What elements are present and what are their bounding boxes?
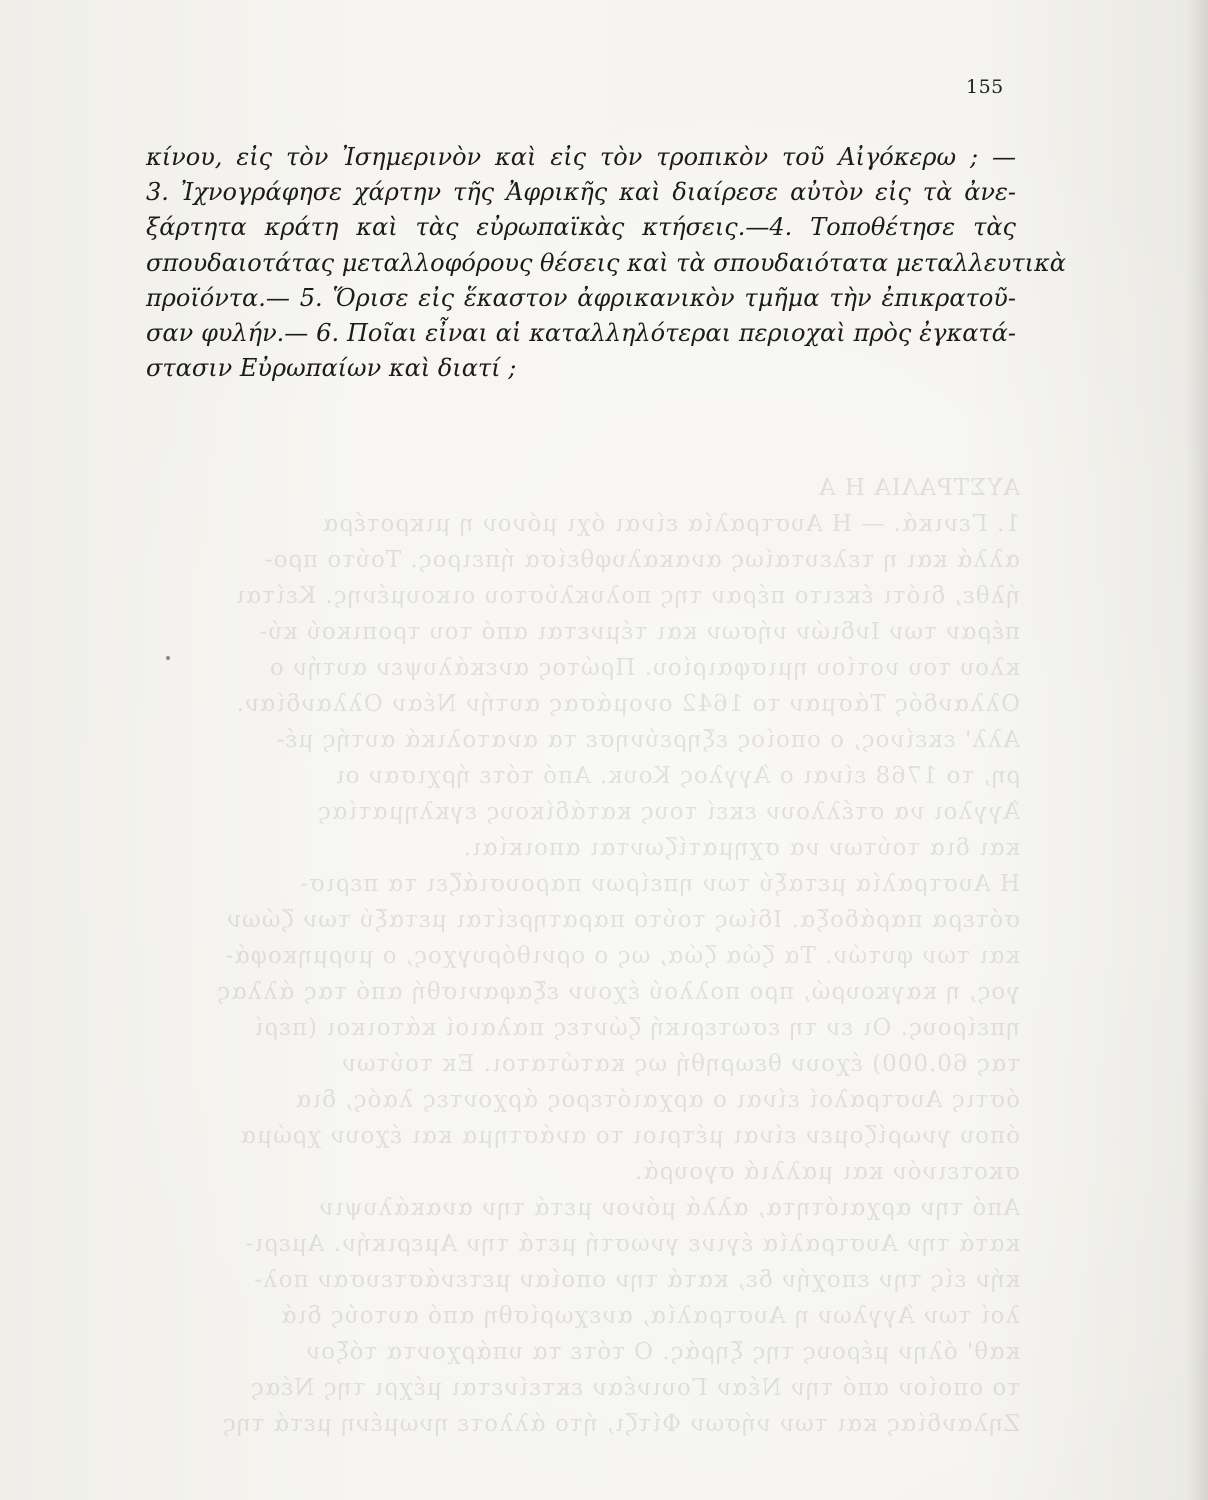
text-line: 3. Ἰχνογράφησε χάρτην τῆς Ἀφρικῆς καὶ διαίρεσε αὐτὸν εἰς τὰ ἀνε-: [146, 178, 1016, 207]
page-number: 155: [966, 76, 1004, 98]
text-line: κίνου, εἰς τὸν Ἰσημερινὸν καὶ εἰς τὸν τροπικὸν τοῦ Αἰγόκερω ; —: [146, 143, 1016, 171]
text-line: σπουδαιοτάτας μεταλλοφόρους θέσεις καὶ τὰ σπουδαιότατα μεταλλευτικὰ: [146, 248, 1067, 277]
text-line: σαν φυλήν.— 6. Ποῖαι εἶναι αἱ καταλληλότεραι περιοχαὶ πρὸς ἐγκατά-: [146, 318, 1016, 347]
body-text: [146, 140, 1067, 386]
ink-speck: [166, 656, 170, 660]
text-line: στασιν Εὐρωπαίων καὶ διατί ;: [146, 354, 517, 383]
reverse-side-bleed-through: ΑΥΣΤΡΑΛΙΑ Η Α 1. Γενικά. — Η Αυστραλία είναι όχι μόνον η μικροτέρα αλλά και η τελευταίως ανακαλυφθείσα ήπειρος. Τούτο προ- ήλθε, διότι έκειτο πέραν της πολυκλύστου οικουμένης. Κείται πέραν των Ινδιών νήσων και τέμνεται από του τροπικού κύ- κλου του νοτίου ημισφαιρίου. Πρώτος ανεκάλυψεν αυτήν ο Ολλανδός Τάσμαν το 1642 ονομάσας αυτήν Νέαν Ολλανδίαν. Αλλ' εκείνος, ο οποίος εξηρεύνησε τα ανατολικά αυτής μέ- ρη, το 1768 είναι ο Άγγλος Κουκ. Από τότε ήρχισαν οι Άγγλοι να στέλλουν εκεί τους κατάδίκους εγκληματίας και δια τούτων να σχηματίζωνται αποικίαι. Η Αυστραλία μεταξύ των ηπείρων παρουσιάζει τα περισ- σότερα παράδοξα. Ιδίως τούτο παρατηρείται μεταξύ των ζώων και των φυτών. Τα ζώα ζώα, ως ο ορνιθόρυγχος, ο μυρμηκοφά- γος, η καγκουρώ, προ πολλού έχουν εξαφανισθή από τας άλλας ηπείρους. Οι εν τη εσωτερική ζώντες παλαιοί κάτοικοι (περί τας 60.000) έχουν θεωρηθή ως κατώτατοι. Εκ τούτων όστις Αυστραλοί είναι ο αρχαιότερος άρχοντες λαός, δια όπου γνωρίζομεν είναι μέτριοι το ανάστημα και έχουν χρώμα σκοτεινόν και μαλλιά σγουρά. Από την αρχαιότητα, αλλά μόνον μετά την ανακάλυψιν κατά την Αυστραλία έγινε γνωστή μετά την Αμερικήν. Αμερι- κήν είς την εποχήν δε, κατά την οποίαν μετενάστευσαν πολ- λοί των Άγγλων η Αυστραλία, ανεχωρίσθη από αυτούς διά καθ' όλην μέρους της ξηράς. Ο τότε τα υπάρχοντα τόξον το οποίον από την Νέαν Γουινέαν εκτείνεται μέχρι της Νέας Ζηλανδίας και των νήσων Φίτζι, ήτο άλλοτε ηνωμένη μετά της: [216, 475, 1020, 1437]
page-edge-shadow: [1186, 0, 1208, 1500]
text-line: ξάρτητα κράτη καὶ τὰς εὐρωπαϊκὰς κτήσεις.—4. Τοποθέτησε τὰς: [146, 213, 1016, 242]
text-line: προϊόντα.— 5. Ὅρισε εἰς ἕκαστον ἀφρικανικὸν τμῆμα τὴν ἐπικρατοῦ-: [146, 283, 1016, 312]
